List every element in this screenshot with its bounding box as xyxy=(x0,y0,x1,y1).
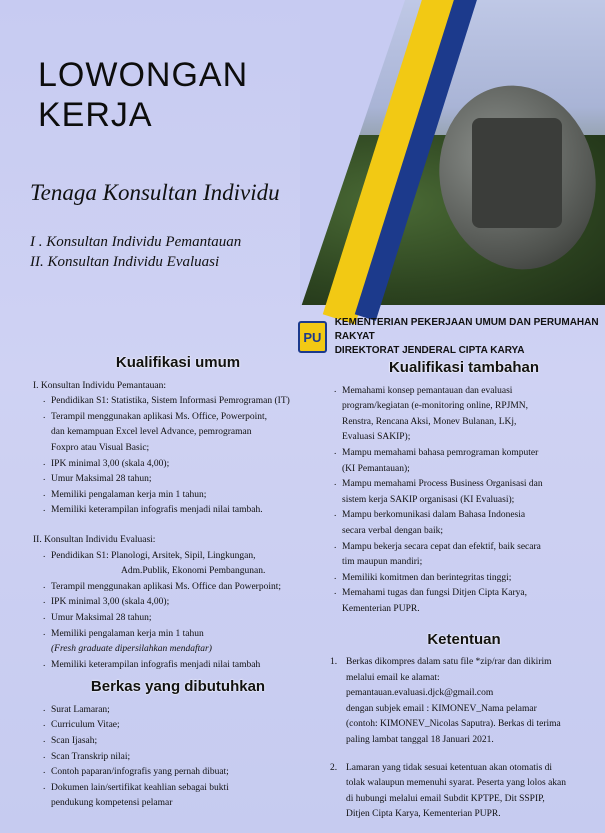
group1-list xyxy=(33,394,323,519)
item-number: 1. xyxy=(330,657,338,668)
ketentuan-line: paling lambat tanggal 18 Januari 2021. xyxy=(346,735,494,746)
pupr-logo-icon: PU xyxy=(298,321,327,353)
list-item-continuation: (Fresh graduate dipersilahkan mendaftar) xyxy=(51,644,212,655)
position-types xyxy=(30,232,241,272)
list-item-continuation: pendukung kompetensi pelamar xyxy=(51,798,173,809)
list-item-continuation: program/kegiatan (e-monitoring online, RPJMN, xyxy=(342,401,529,412)
position-type-1: I . Konsultan Individu Pemantauan xyxy=(30,234,242,250)
list-item-continuation: sistem kerja SAKIP organisasi (KI Evaluasi); xyxy=(342,494,515,505)
list-item-continuation: Evaluasi SAKIP); xyxy=(342,432,411,443)
list-item-continuation: tim maupun mandiri; xyxy=(342,557,423,568)
ketentuan-line: (contoh: KIMONEV_Nicolas Saputra). Berkas di terima xyxy=(346,719,561,730)
ketentuan-line: melalui email ke alamat: xyxy=(346,672,440,683)
list-item: . Umur Maksimal 28 tahun; xyxy=(43,611,323,627)
list-item: . Mampu bekerja secara cepat dan efektif, baik secara xyxy=(334,540,598,556)
kualifikasi-tambahan-heading: Kualifikasi tambahan xyxy=(388,359,540,376)
ketentuan-line: Ditjen Cipta Karya, Kementerian PUPR. xyxy=(346,809,501,820)
ketentuan-line: di hubungi melalui email Subdit KPTPE, Dit SSPIP, xyxy=(346,793,545,804)
ketentuan-item-2 xyxy=(330,761,598,823)
list-item-continuation: (KI Pemantauan); xyxy=(342,463,410,474)
list-item: . Scan Ijasah; xyxy=(43,734,323,750)
sculpture-emblem xyxy=(472,118,562,228)
list-item-continuation: Adm.Publik, Ekonomi Pembangunan. xyxy=(121,566,266,577)
org-line-2: DIREKTORAT JENDERAL CIPTA KARYA xyxy=(334,345,525,356)
list-item: . Dokumen lain/sertifikat keahlian sebagai bukti xyxy=(43,781,323,797)
list-item: . Memahami konsep pemantauan dan evaluasi xyxy=(334,384,598,400)
left-column xyxy=(33,355,323,812)
list-item: . Memiliki keterampilan infografis menjadi nilai tambah xyxy=(43,658,323,674)
title-line-2: KERJA xyxy=(38,96,153,134)
ketentuan-line: Berkas dikompres dalam satu file *zip/rar dan dikirim xyxy=(346,657,552,668)
group2-list xyxy=(33,549,323,674)
ketentuan-item-1 xyxy=(330,655,598,749)
list-item-continuation: Kementerian PUPR. xyxy=(342,603,420,614)
list-item: . Mampu memahami Process Business Organisasi dan xyxy=(334,477,598,493)
list-item-continuation: Foxpro atau Visual Basic; xyxy=(51,442,150,453)
list-item: . Pendidikan S1: Planologi, Arsitek, Sipil, Lingkungan, xyxy=(43,549,323,565)
ketentuan-line: dengan subjek email : KIMONEV_Nama pelamar xyxy=(346,703,537,714)
list-item-continuation: dan kemampuan Excel level Advance, pemrograman xyxy=(51,427,252,438)
list-item-continuation: secara verbal dengan baik; xyxy=(342,525,444,536)
list-item: . Memiliki pengalaman kerja min 1 tahun xyxy=(43,627,323,643)
title-line-1: LOWONGAN xyxy=(38,56,249,94)
organization-name xyxy=(335,316,605,358)
list-item: . Contoh paparan/infografis yang pernah dibuat; xyxy=(43,765,323,781)
berkas-heading: Berkas yang dibutuhkan xyxy=(90,678,266,696)
list-item-continuation: Renstra, Rencana Aksi, Monev Bulanan, LKj, xyxy=(342,416,517,427)
page-subtitle: Tenaga Konsultan Individu xyxy=(30,180,280,205)
list-item: . Surat Lamaran; xyxy=(43,703,323,719)
email-address: pemantauan.evaluasi.djck@gmail.com xyxy=(346,688,494,699)
right-column xyxy=(330,360,598,833)
list-item: . Memiliki pengalaman kerja min 1 tahun; xyxy=(43,488,323,504)
list-item: . Mampu berkomunikasi dalam Bahasa Indonesia xyxy=(334,508,598,524)
list-item: . Memiliki keterampilan infografis menjadi nilai tambah. xyxy=(43,503,323,519)
list-item: . Pendidikan S1: Statistika, Sistem Informasi Pemrograman (IT) xyxy=(43,394,323,410)
berkas-list xyxy=(33,703,323,812)
list-item: . Terampil menggunakan aplikasi Ms. Office, Powerpoint, xyxy=(43,410,323,426)
list-item: . IPK minimal 3,00 (skala 4,00); xyxy=(43,595,323,611)
ketentuan-line: tolak walaupun memenuhi syarat. Peserta yang lolos akan xyxy=(346,778,567,789)
list-item: . Memiliki komitmen dan berintegritas tinggi; xyxy=(334,571,598,587)
item-number: 2. xyxy=(330,762,338,773)
list-item: . IPK minimal 3,00 (skala 4,00); xyxy=(43,457,323,473)
ketentuan-list xyxy=(330,655,598,823)
tambahan-list xyxy=(330,384,598,618)
page-title xyxy=(38,55,248,135)
ketentuan-heading: Ketentuan xyxy=(427,630,501,648)
group1-title: I. Konsultan Individu Pemantauan: xyxy=(33,380,166,391)
ketentuan-line: Lamaran yang tidak sesuai ketentuan akan otomatis di xyxy=(346,762,553,773)
position-type-2: II. Konsultan Individu Evaluasi xyxy=(30,254,220,270)
list-item: . Terampil menggunakan aplikasi Ms. Office dan Powerpoint; xyxy=(43,580,323,596)
group2-title: II. Konsultan Individu Evaluasi: xyxy=(33,534,156,545)
list-item: . Curriculum Vitae; xyxy=(43,718,323,734)
org-line-1: KEMENTERIAN PEKERJAAN UMUM DAN PERUMAHAN RAKYAT xyxy=(334,317,599,342)
list-item: . Mampu memahami bahasa pemrograman komputer xyxy=(334,446,598,462)
kualifikasi-umum-heading: Kualifikasi umum xyxy=(115,354,241,371)
organization-block xyxy=(298,316,605,358)
list-item: . Umur Maksimal 28 tahun; xyxy=(43,472,323,488)
list-item: . Scan Transkrip nilai; xyxy=(43,750,323,766)
list-item: . Memahami tugas dan fungsi Ditjen Cipta Karya, xyxy=(334,586,598,602)
